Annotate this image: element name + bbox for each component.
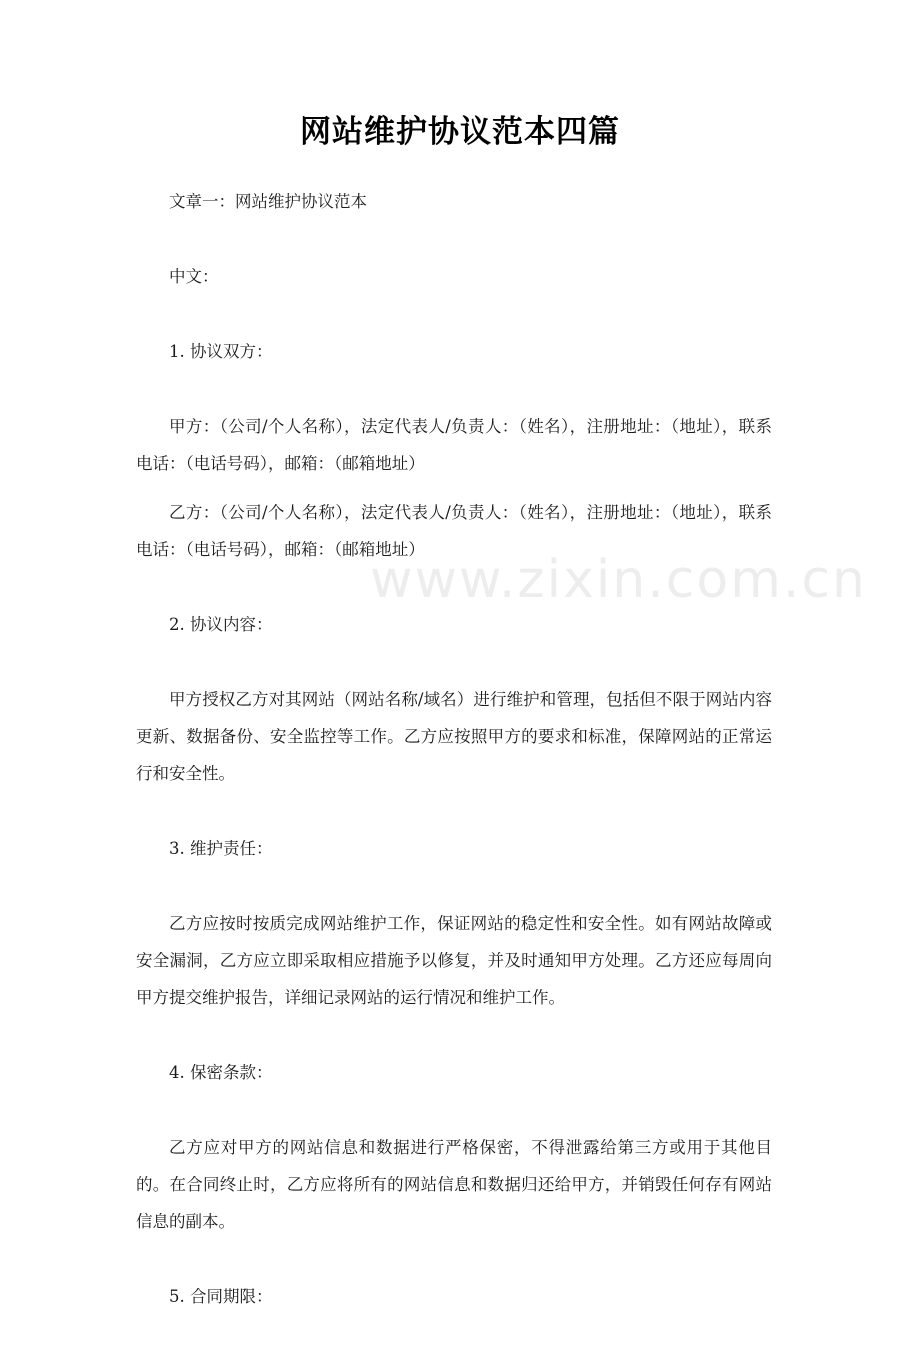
- document-title: 网站维护协议范本四篇: [300, 114, 620, 150]
- section-heading-responsibility: 3. 维护责任：: [169, 839, 273, 858]
- document-body: [136, 183, 772, 1353]
- party-b-info: 乙方：（公司/个人名称），法定代表人/负责人：（姓名），注册地址：（地址），联系电话：（电话号码），邮箱：（邮箱地址）: [136, 503, 772, 559]
- watermark: www.zixin.com.cn: [370, 550, 867, 610]
- section-heading-term: 5. 合同期限：: [169, 1287, 273, 1306]
- section-heading-confidentiality: 4. 保密条款：: [169, 1063, 273, 1082]
- confidentiality-paragraph: 乙方应对甲方的网站信息和数据进行严格保密，不得泄露给第三方或用于其他目的。在合同终止时，乙方应将所有的网站信息和数据归还给甲方，并销毁任何存有网站信息的副本。: [136, 1138, 772, 1231]
- section-heading-parties: 1. 协议双方：: [169, 342, 273, 361]
- content-paragraph: 甲方授权乙方对其网站（网站名称/域名）进行维护和管理，包括但不限于网站内容更新、数据备份、安全监控等工作。乙方应按照甲方的要求和标准，保障网站的正常运行和安全性。: [136, 690, 772, 783]
- language-label: 中文：: [169, 267, 219, 286]
- article-heading: 文章一：网站维护协议范本: [169, 192, 367, 211]
- responsibility-paragraph: 乙方应按时按质完成网站维护工作，保证网站的稳定性和安全性。如有网站故障或安全漏洞，乙方应立即采取相应措施予以修复，并及时通知甲方处理。乙方还应每周向甲方提交维护报告，详细记录网站的运行情况和维护工作。: [136, 914, 772, 1007]
- party-a-info: 甲方：（公司/个人名称），法定代表人/负责人：（姓名），注册地址：（地址），联系电话：（电话号码），邮箱：（邮箱地址）: [136, 417, 772, 473]
- section-heading-content: 2. 协议内容：: [169, 615, 273, 634]
